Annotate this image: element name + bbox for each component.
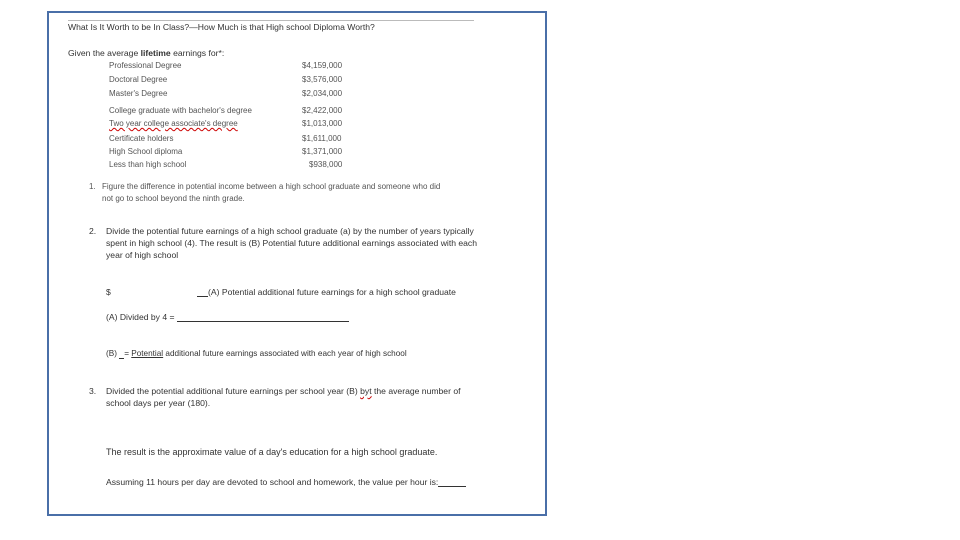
q1-line2: not go to school beyond the ninth grade. <box>102 194 245 203</box>
q2-b-rest: additional future earnings associated with each year of high school <box>163 349 407 358</box>
q2-divided-label: (A) Divided by 4 = <box>106 312 175 322</box>
earnings-label: Certificate holders <box>109 134 174 143</box>
earnings-value: $2,034,000 <box>302 89 343 98</box>
q2-line1: Divide the potential future earnings of a high school graduate (a) by the number of years typically <box>106 226 474 236</box>
q2-line3: year of high school <box>106 250 179 260</box>
worksheet-title: What Is It Worth to be In Class?—How Much is that High school Diploma Worth? <box>68 22 375 32</box>
q3-line1-c: the average number of <box>371 386 461 396</box>
earnings-value: $1,013,000 <box>302 119 343 128</box>
q3-line2: school days per year (180). <box>106 398 211 408</box>
earnings-value: $1,611,000 <box>302 134 342 143</box>
assume-text: Assuming 11 hours per day are devoted to school and homework, the value per hour is: <box>106 477 439 487</box>
intro-prefix: Given the average <box>68 48 141 58</box>
q2-line2: spent in high school (4). The result is (B) Potential future additional earnings associated with each <box>106 238 478 248</box>
worksheet-page <box>47 11 547 516</box>
earnings-label: Master's Degree <box>109 89 168 98</box>
earnings-label: Professional Degree <box>109 61 182 70</box>
q2-a-line <box>197 287 456 297</box>
hourly-value-blank[interactable] <box>438 477 466 487</box>
earnings-value: $938,000 <box>309 160 343 169</box>
earnings-value: $2,422,000 <box>302 106 343 115</box>
earnings-label: College graduate with bachelor's degree <box>109 106 252 115</box>
q2-b-eq: = <box>124 349 132 358</box>
q2-a-blank[interactable] <box>197 287 208 297</box>
q3-line1-a: Divided the potential additional future earnings per school year (B) <box>106 386 361 396</box>
intro-suffix: earnings for*: <box>170 48 225 58</box>
q2-b-prefix: (B) <box>106 349 117 358</box>
q3-line1-b: byt <box>360 386 372 396</box>
q2-b-line <box>106 349 407 359</box>
intro-text <box>68 48 224 58</box>
earnings-label: High School diploma <box>109 147 183 156</box>
q1-number: 1. <box>89 182 96 191</box>
earnings-label: Doctoral Degree <box>109 75 168 84</box>
header-rule <box>68 20 474 21</box>
q3-number: 3. <box>89 386 97 396</box>
q2-number: 2. <box>89 226 97 236</box>
earnings-value: $1,371,000 <box>302 147 343 156</box>
earnings-label: Less than high school <box>109 160 187 169</box>
q2-divided-line <box>106 312 349 322</box>
q2-divided-blank[interactable] <box>177 312 349 322</box>
q1-line1: Figure the difference in potential income between a high school graduate and someone who did <box>102 182 441 191</box>
q3-line1 <box>106 386 460 396</box>
assume-line <box>106 477 466 487</box>
earnings-label-text: Two year college associate's degree <box>109 119 238 128</box>
q2-b-potential: Potential <box>131 349 164 358</box>
q2-dollar: $ <box>106 287 111 297</box>
intro-bold: lifetime <box>140 48 171 58</box>
earnings-value: $4,159,000 <box>302 61 343 70</box>
earnings-label <box>109 119 238 128</box>
result-text: The result is the approximate value of a day's education for a high school graduate. <box>106 447 438 457</box>
q2-a-text: (A) Potential additional future earnings for a high school graduate <box>208 287 456 297</box>
earnings-value: $3,576,000 <box>302 75 343 84</box>
